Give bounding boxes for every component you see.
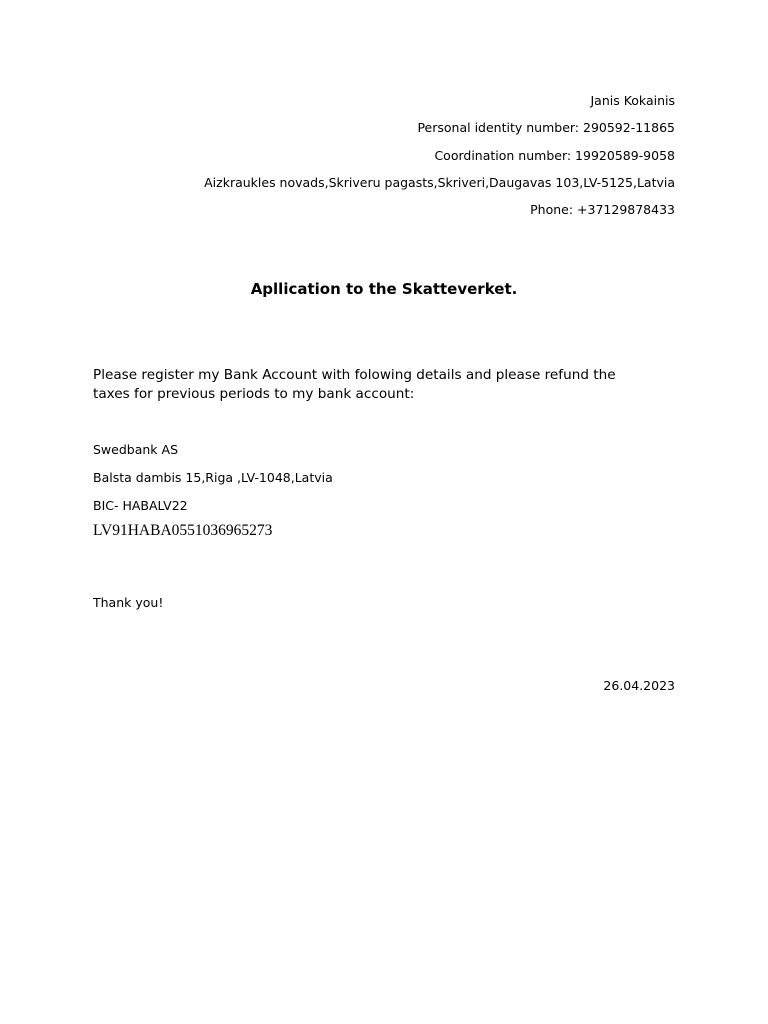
sender-block (204, 87, 675, 223)
bank-details (93, 441, 333, 525)
bank-iban: LV91HABA0551036965273 (93, 522, 273, 539)
sender-personal-id: Personal identity number: 290592-11865 (417, 120, 675, 136)
bank-bic: BIC- HABALV22 (93, 498, 188, 513)
sender-name: Janis Kokainis (590, 93, 675, 108)
sender-address: Aizkraukles novads,Skriveru pagasts,Skriveri,Daugavas 103,LV-5125,Latvia (204, 174, 675, 190)
intro-paragraph: Please register my Bank Account with folowing details and please refund the taxes for previous periods to my bank account: (93, 367, 616, 402)
closing-text: Thank you! (93, 595, 164, 610)
bank-address: Balsta dambis 15,Riga ,LV-1048,Latvia (93, 470, 333, 485)
document-title: Apllication to the Skatteverket. (250, 280, 518, 298)
sender-coordination-number: Coordination number: 19920589-9058 (434, 147, 675, 163)
document-date: 26.04.2023 (603, 678, 675, 693)
bank-name: Swedbank AS (93, 442, 178, 457)
sender-phone: Phone: +37129878433 (530, 202, 675, 218)
